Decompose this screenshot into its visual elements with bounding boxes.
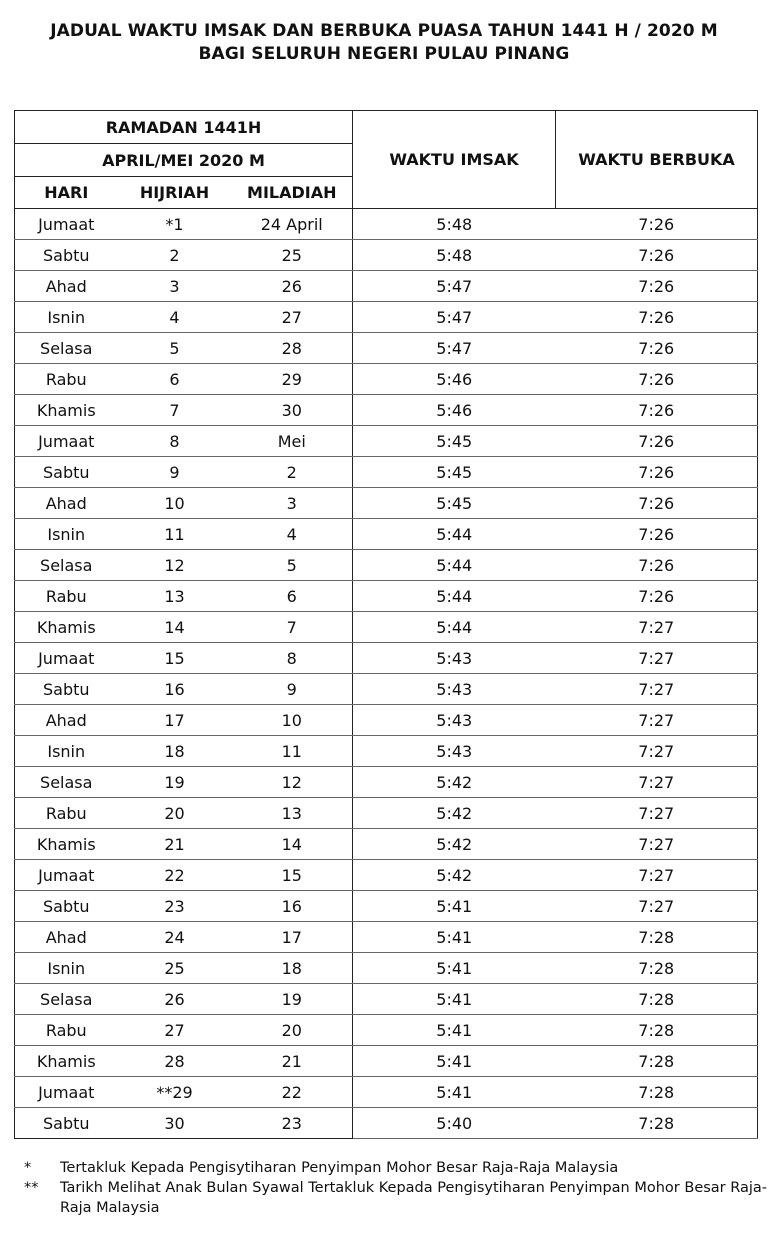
cell-hari: Sabtu bbox=[15, 240, 118, 271]
table-row bbox=[15, 302, 758, 333]
cell-imsak: 5:41 bbox=[353, 953, 556, 984]
table-row bbox=[15, 395, 758, 426]
cell-hijriah: 7 bbox=[118, 395, 232, 426]
cell-berbuka: 7:26 bbox=[556, 209, 758, 240]
cell-hijriah: 27 bbox=[118, 1015, 232, 1046]
cell-hijriah: 2 bbox=[118, 240, 232, 271]
cell-imsak: 5:42 bbox=[353, 829, 556, 860]
cell-hari: Khamis bbox=[15, 612, 118, 643]
header-month: APRIL/MEI 2020 M bbox=[15, 144, 353, 177]
cell-hari: Sabtu bbox=[15, 1108, 118, 1139]
header-ramadan: RAMADAN 1441H bbox=[15, 111, 353, 144]
table-row bbox=[15, 829, 758, 860]
cell-miladiah: 5 bbox=[232, 550, 353, 581]
table-row bbox=[15, 922, 758, 953]
cell-hari: Selasa bbox=[15, 984, 118, 1015]
cell-hari: Sabtu bbox=[15, 674, 118, 705]
cell-hijriah: 16 bbox=[118, 674, 232, 705]
table-row bbox=[15, 1077, 758, 1108]
header-waktu-berbuka: WAKTU BERBUKA bbox=[556, 111, 758, 209]
cell-miladiah: 16 bbox=[232, 891, 353, 922]
cell-hijriah: 22 bbox=[118, 860, 232, 891]
cell-hari: Ahad bbox=[15, 488, 118, 519]
cell-berbuka: 7:26 bbox=[556, 240, 758, 271]
cell-miladiah: 28 bbox=[232, 333, 353, 364]
cell-hari: Ahad bbox=[15, 271, 118, 302]
cell-imsak: 5:45 bbox=[353, 457, 556, 488]
cell-miladiah: 3 bbox=[232, 488, 353, 519]
cell-imsak: 5:42 bbox=[353, 798, 556, 829]
cell-hijriah: 20 bbox=[118, 798, 232, 829]
cell-berbuka: 7:26 bbox=[556, 550, 758, 581]
cell-hari: Rabu bbox=[15, 364, 118, 395]
table-row bbox=[15, 643, 758, 674]
cell-berbuka: 7:28 bbox=[556, 984, 758, 1015]
cell-miladiah: 6 bbox=[232, 581, 353, 612]
cell-hari: Jumaat bbox=[15, 426, 118, 457]
cell-berbuka: 7:28 bbox=[556, 1077, 758, 1108]
cell-imsak: 5:47 bbox=[353, 302, 556, 333]
cell-miladiah: 11 bbox=[232, 736, 353, 767]
cell-miladiah: 8 bbox=[232, 643, 353, 674]
cell-miladiah: 25 bbox=[232, 240, 353, 271]
cell-hari: Rabu bbox=[15, 798, 118, 829]
cell-hari: Selasa bbox=[15, 767, 118, 798]
cell-hijriah: 23 bbox=[118, 891, 232, 922]
footnote-2-mark: ** bbox=[24, 1180, 39, 1196]
cell-berbuka: 7:27 bbox=[556, 705, 758, 736]
cell-hijriah: 8 bbox=[118, 426, 232, 457]
cell-hari: Khamis bbox=[15, 1046, 118, 1077]
cell-miladiah: 22 bbox=[232, 1077, 353, 1108]
cell-hari: Ahad bbox=[15, 705, 118, 736]
cell-berbuka: 7:27 bbox=[556, 643, 758, 674]
cell-hari: Selasa bbox=[15, 550, 118, 581]
table-row bbox=[15, 519, 758, 550]
cell-imsak: 5:44 bbox=[353, 550, 556, 581]
cell-miladiah: 14 bbox=[232, 829, 353, 860]
cell-imsak: 5:40 bbox=[353, 1108, 556, 1139]
cell-hari: Rabu bbox=[15, 581, 118, 612]
cell-miladiah: 18 bbox=[232, 953, 353, 984]
cell-berbuka: 7:28 bbox=[556, 1046, 758, 1077]
cell-berbuka: 7:27 bbox=[556, 767, 758, 798]
cell-imsak: 5:44 bbox=[353, 519, 556, 550]
table-row bbox=[15, 736, 758, 767]
cell-imsak: 5:46 bbox=[353, 364, 556, 395]
cell-hijriah: 13 bbox=[118, 581, 232, 612]
cell-miladiah: 7 bbox=[232, 612, 353, 643]
cell-imsak: 5:47 bbox=[353, 271, 556, 302]
table-row bbox=[15, 1108, 758, 1139]
cell-hijriah: 24 bbox=[118, 922, 232, 953]
cell-hijriah: 6 bbox=[118, 364, 232, 395]
table-row bbox=[15, 488, 758, 519]
cell-miladiah: 23 bbox=[232, 1108, 353, 1139]
table-row bbox=[15, 612, 758, 643]
cell-hari: Jumaat bbox=[15, 643, 118, 674]
cell-hijriah: 14 bbox=[118, 612, 232, 643]
cell-hari: Rabu bbox=[15, 1015, 118, 1046]
cell-imsak: 5:43 bbox=[353, 674, 556, 705]
cell-hari: Selasa bbox=[15, 333, 118, 364]
cell-hijriah: 19 bbox=[118, 767, 232, 798]
cell-imsak: 5:41 bbox=[353, 1015, 556, 1046]
cell-hijriah: 25 bbox=[118, 953, 232, 984]
cell-miladiah: 20 bbox=[232, 1015, 353, 1046]
cell-hijriah: 12 bbox=[118, 550, 232, 581]
cell-berbuka: 7:26 bbox=[556, 457, 758, 488]
cell-miladiah: 24 April bbox=[232, 209, 353, 240]
cell-berbuka: 7:27 bbox=[556, 612, 758, 643]
cell-berbuka: 7:28 bbox=[556, 922, 758, 953]
cell-imsak: 5:42 bbox=[353, 767, 556, 798]
cell-miladiah: 27 bbox=[232, 302, 353, 333]
cell-hari: Isnin bbox=[15, 736, 118, 767]
schedule-table bbox=[14, 110, 758, 1139]
cell-hijriah: 17 bbox=[118, 705, 232, 736]
cell-miladiah: 19 bbox=[232, 984, 353, 1015]
cell-imsak: 5:48 bbox=[353, 209, 556, 240]
cell-hijriah: 18 bbox=[118, 736, 232, 767]
cell-hari: Jumaat bbox=[15, 860, 118, 891]
cell-miladiah: 15 bbox=[232, 860, 353, 891]
cell-hijriah: 28 bbox=[118, 1046, 232, 1077]
cell-imsak: 5:45 bbox=[353, 426, 556, 457]
cell-hijriah: 10 bbox=[118, 488, 232, 519]
cell-miladiah: 13 bbox=[232, 798, 353, 829]
cell-imsak: 5:43 bbox=[353, 643, 556, 674]
cell-berbuka: 7:27 bbox=[556, 736, 758, 767]
cell-hijriah: 4 bbox=[118, 302, 232, 333]
cell-berbuka: 7:27 bbox=[556, 829, 758, 860]
cell-miladiah: 26 bbox=[232, 271, 353, 302]
table-row bbox=[15, 364, 758, 395]
cell-miladiah: Mei bbox=[232, 426, 353, 457]
cell-berbuka: 7:26 bbox=[556, 488, 758, 519]
cell-hijriah: 5 bbox=[118, 333, 232, 364]
table-row bbox=[15, 550, 758, 581]
cell-imsak: 5:41 bbox=[353, 1046, 556, 1077]
cell-miladiah: 2 bbox=[232, 457, 353, 488]
table-row bbox=[15, 1046, 758, 1077]
cell-miladiah: 29 bbox=[232, 364, 353, 395]
cell-berbuka: 7:28 bbox=[556, 953, 758, 984]
table-row bbox=[15, 953, 758, 984]
cell-hari: Isnin bbox=[15, 953, 118, 984]
table-row bbox=[15, 240, 758, 271]
cell-hari: Ahad bbox=[15, 922, 118, 953]
header-hijriah: HIJRIAH bbox=[118, 177, 232, 209]
cell-imsak: 5:41 bbox=[353, 1077, 556, 1108]
cell-berbuka: 7:26 bbox=[556, 395, 758, 426]
cell-hijriah: 26 bbox=[118, 984, 232, 1015]
table-row bbox=[15, 271, 758, 302]
table-row bbox=[15, 426, 758, 457]
table-row bbox=[15, 1015, 758, 1046]
cell-berbuka: 7:26 bbox=[556, 364, 758, 395]
cell-miladiah: 21 bbox=[232, 1046, 353, 1077]
cell-hari: Jumaat bbox=[15, 209, 118, 240]
footnote-1-mark: * bbox=[24, 1160, 32, 1176]
cell-hijriah: 21 bbox=[118, 829, 232, 860]
cell-berbuka: 7:27 bbox=[556, 674, 758, 705]
header-hari: HARI bbox=[15, 177, 118, 209]
cell-hari: Jumaat bbox=[15, 1077, 118, 1108]
cell-imsak: 5:44 bbox=[353, 581, 556, 612]
cell-hari: Sabtu bbox=[15, 891, 118, 922]
table-row bbox=[15, 860, 758, 891]
table-row bbox=[15, 581, 758, 612]
cell-miladiah: 9 bbox=[232, 674, 353, 705]
cell-berbuka: 7:27 bbox=[556, 860, 758, 891]
table-row bbox=[15, 891, 758, 922]
cell-hijriah: 9 bbox=[118, 457, 232, 488]
cell-miladiah: 10 bbox=[232, 705, 353, 736]
footnote-2-text: Tarikh Melihat Anak Bulan Syawal Tertakluk Kepada Pengisytiharan Penyimpan Mohor Besar Raja-Raja Malaysia bbox=[60, 1180, 768, 1216]
table-row bbox=[15, 209, 758, 240]
cell-imsak: 5:45 bbox=[353, 488, 556, 519]
document-title: JADUAL WAKTU IMSAK DAN BERBUKA PUASA TAHUN 1441 H / 2020 M bbox=[50, 21, 718, 41]
cell-imsak: 5:43 bbox=[353, 736, 556, 767]
cell-imsak: 5:46 bbox=[353, 395, 556, 426]
table-row bbox=[15, 333, 758, 364]
cell-berbuka: 7:28 bbox=[556, 1108, 758, 1139]
footnote-1 bbox=[24, 1158, 768, 1178]
document-subtitle: BAGI SELURUH NEGERI PULAU PINANG bbox=[198, 44, 570, 64]
cell-berbuka: 7:26 bbox=[556, 519, 758, 550]
cell-hari: Isnin bbox=[15, 519, 118, 550]
cell-imsak: 5:41 bbox=[353, 984, 556, 1015]
table-row bbox=[15, 767, 758, 798]
cell-hijriah: 11 bbox=[118, 519, 232, 550]
footnote-1-text: Tertakluk Kepada Pengisytiharan Penyimpan Mohor Besar Raja-Raja Malaysia bbox=[60, 1160, 619, 1176]
cell-berbuka: 7:26 bbox=[556, 271, 758, 302]
cell-berbuka: 7:27 bbox=[556, 891, 758, 922]
cell-hijriah: *1 bbox=[118, 209, 232, 240]
cell-hari: Sabtu bbox=[15, 457, 118, 488]
schedule-body bbox=[15, 209, 758, 1139]
cell-hijriah: 15 bbox=[118, 643, 232, 674]
cell-berbuka: 7:28 bbox=[556, 1015, 758, 1046]
cell-imsak: 5:41 bbox=[353, 891, 556, 922]
cell-berbuka: 7:26 bbox=[556, 581, 758, 612]
cell-imsak: 5:44 bbox=[353, 612, 556, 643]
cell-miladiah: 17 bbox=[232, 922, 353, 953]
cell-imsak: 5:42 bbox=[353, 860, 556, 891]
cell-imsak: 5:43 bbox=[353, 705, 556, 736]
cell-imsak: 5:48 bbox=[353, 240, 556, 271]
cell-miladiah: 4 bbox=[232, 519, 353, 550]
table-row bbox=[15, 457, 758, 488]
cell-berbuka: 7:26 bbox=[556, 426, 758, 457]
cell-hijriah: 30 bbox=[118, 1108, 232, 1139]
cell-berbuka: 7:27 bbox=[556, 798, 758, 829]
cell-imsak: 5:41 bbox=[353, 922, 556, 953]
table-row bbox=[15, 705, 758, 736]
cell-berbuka: 7:26 bbox=[556, 333, 758, 364]
header-miladiah: MILADIAH bbox=[232, 177, 353, 209]
cell-imsak: 5:47 bbox=[353, 333, 556, 364]
table-row bbox=[15, 984, 758, 1015]
table-row bbox=[15, 798, 758, 829]
footnote-2 bbox=[24, 1178, 768, 1218]
cell-hijriah: 3 bbox=[118, 271, 232, 302]
cell-hari: Isnin bbox=[15, 302, 118, 333]
cell-berbuka: 7:26 bbox=[556, 302, 758, 333]
cell-hari: Khamis bbox=[15, 829, 118, 860]
cell-miladiah: 30 bbox=[232, 395, 353, 426]
cell-hari: Khamis bbox=[15, 395, 118, 426]
footnotes bbox=[24, 1158, 768, 1218]
table-row bbox=[15, 674, 758, 705]
header-waktu-imsak: WAKTU IMSAK bbox=[353, 111, 556, 209]
cell-hijriah: **29 bbox=[118, 1077, 232, 1108]
cell-miladiah: 12 bbox=[232, 767, 353, 798]
